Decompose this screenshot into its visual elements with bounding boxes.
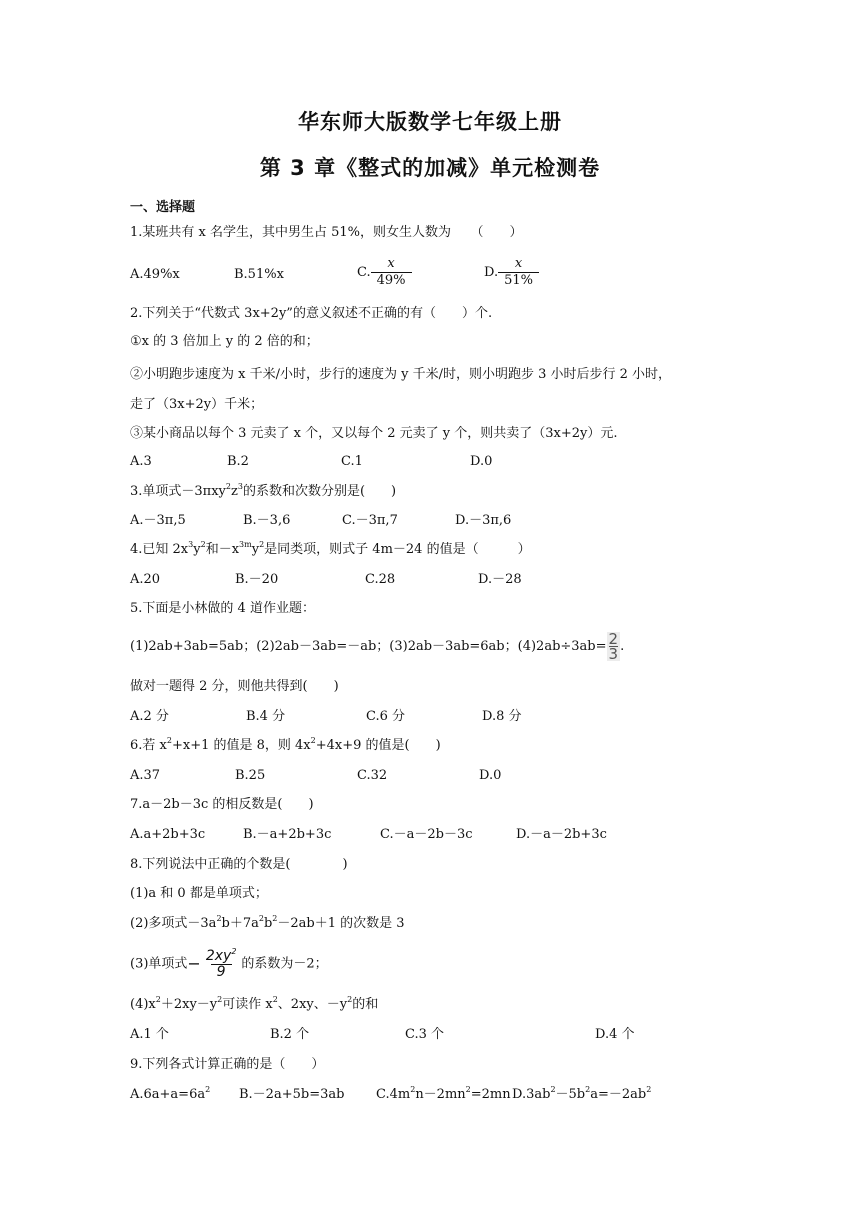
q5-option-c: C.6 分 (366, 709, 406, 724)
q7-option-c: C.－a－2b－3c (380, 827, 473, 842)
q3-option-b: B.－3,6 (243, 513, 291, 528)
q2-statement-2: ②小明跑步速度为 x 千米/小时，步行的速度为 y 千米/时，则小明跑步 3 小时后步行 2 小时， (130, 367, 672, 382)
q6-option-d: D.0 (479, 768, 502, 783)
q9-option-b: B.－2a+5b=3ab (239, 1087, 345, 1102)
q6-option-c: C.32 (357, 768, 388, 783)
q9-option-c: $C.4m^2n-2mn^2=2mn$ (376, 1085, 511, 1102)
document-title: 华东师大版数学七年级上册 (298, 110, 562, 134)
q4-option-d: D.－28 (478, 572, 522, 587)
q4-option-a: A.20 (130, 572, 161, 587)
q3-option-c: C.－3π,7 (342, 513, 398, 528)
q7-option-d: D.－a－2b+3c (516, 827, 607, 842)
q8-fraction: $\frac{2xy^2}{9}$ (205, 946, 237, 980)
q5-scoring: 做对一题得 2 分，则他共得到( ) (130, 679, 339, 694)
q1-option-c: C. $\frac{x}{49\%}$ (357, 256, 412, 289)
q7-option-b: B.－a+2b+3c (243, 827, 332, 842)
question-2-stem: 2.下列关于“代数式 3x+2y”的意义叙述不正确的有（ ）个. (130, 306, 493, 321)
q8-option-d: D.4 个 (595, 1027, 635, 1042)
q4-option-c: C.28 (365, 572, 396, 587)
q1-option-d: D. $\frac{x}{51\%}$ (484, 256, 539, 289)
question-1-stem: 1.某班共有 x 名学生，其中男生占 51%，则女生人数为 （ ） (130, 225, 523, 240)
q2-option-d: D.0 (470, 454, 493, 469)
question-8-stem: 8.下列说法中正确的个数是( ) (130, 857, 348, 872)
q2-option-c: C.1 (341, 454, 363, 469)
q6-option-a: A.37 (130, 768, 161, 783)
q1-d-fraction: $\frac{x}{51\%}$ (498, 256, 539, 289)
q2-statement-1: ①x 的 3 倍加上 y 的 2 倍的和； (130, 334, 319, 349)
q7-option-a: A.a+2b+3c (130, 827, 206, 842)
q2-option-b: B.2 (227, 454, 249, 469)
q8-statement-4: $(4)x^2+2xy-y^2$可读作 $x^2$、2xy、$-y^2$的和 (130, 995, 379, 1012)
q5-option-d: D.8 分 (482, 709, 522, 724)
q8-option-c: C.3 个 (405, 1027, 445, 1042)
q6-option-b: B.25 (235, 768, 266, 783)
q5-option-b: B.4 分 (246, 709, 286, 724)
q5-items: (1)2ab+3ab=5ab；(2)2ab－3ab=－ab；(3)2ab－3ab=6ab；(4)2ab÷3ab= $\frac{2}{3}$ . (130, 630, 625, 663)
question-9-stem: 9.下列各式计算正确的是（ ） (130, 1057, 325, 1072)
question-4-stem: 4.已知 $2x^3y^2$和$-x^{3m}y^2$是同类项，则式子 4m－24 的值是（ ） (130, 540, 531, 557)
q9-option-d: $D.3ab^2-5b^2a=-2ab^2$ (512, 1085, 652, 1102)
q2-option-a: A.3 (130, 454, 152, 469)
q1-c-fraction: $\frac{x}{49\%}$ (371, 256, 412, 289)
q2-statement-2-cont: 走了（3x+2y）千米； (130, 397, 264, 412)
question-3-stem: 3.单项式$-3\pi xy^2z^3$的系数和次数分别是( ) (130, 482, 397, 499)
q4-option-b: B.－20 (235, 572, 279, 587)
q8-statement-3: (3)单项式− $\frac{2xy^2}{9}$ 的系数为－2； (130, 946, 328, 980)
q1-option-b: B.51%x (234, 267, 284, 282)
q9-option-a: $A.6a+a=6a^2$ (130, 1085, 211, 1102)
q5-option-a: A.2 分 (130, 709, 169, 724)
q3-option-d: D.－3π,6 (455, 513, 512, 528)
question-7-stem: 7.a－2b－3c 的相反数是( ) (130, 797, 314, 812)
q8-option-a: A.1 个 (130, 1027, 169, 1042)
q3-option-a: A.－3π,5 (130, 513, 186, 528)
q8-statement-2: (2)多项式$-3a^2b+7a^2b^2-2ab+1$ 的次数是 3 (130, 914, 405, 931)
question-5-stem: 5.下面是小林做的 4 道作业题： (130, 601, 315, 616)
section-heading: 一、选择题 (130, 200, 196, 215)
document-subtitle: 第 3 章《整式的加减》单元检测卷 (259, 156, 601, 180)
question-6-stem: 6.若 $x^2+x+1$ 的值是 8，则 $4x^2+4x+9$ 的值是( ) (130, 736, 441, 753)
q8-option-b: B.2 个 (270, 1027, 310, 1042)
q8-statement-1: (1)a 和 0 都是单项式； (130, 886, 268, 901)
q1-option-a: A.49%x (130, 267, 180, 282)
q5-fraction: $\frac{2}{3}$ (608, 630, 619, 663)
q2-statement-3: ③某小商品以每个 3 元卖了 x 个，又以每个 2 元卖了 y 个，则共卖了（3x+2y）元. (130, 426, 618, 441)
